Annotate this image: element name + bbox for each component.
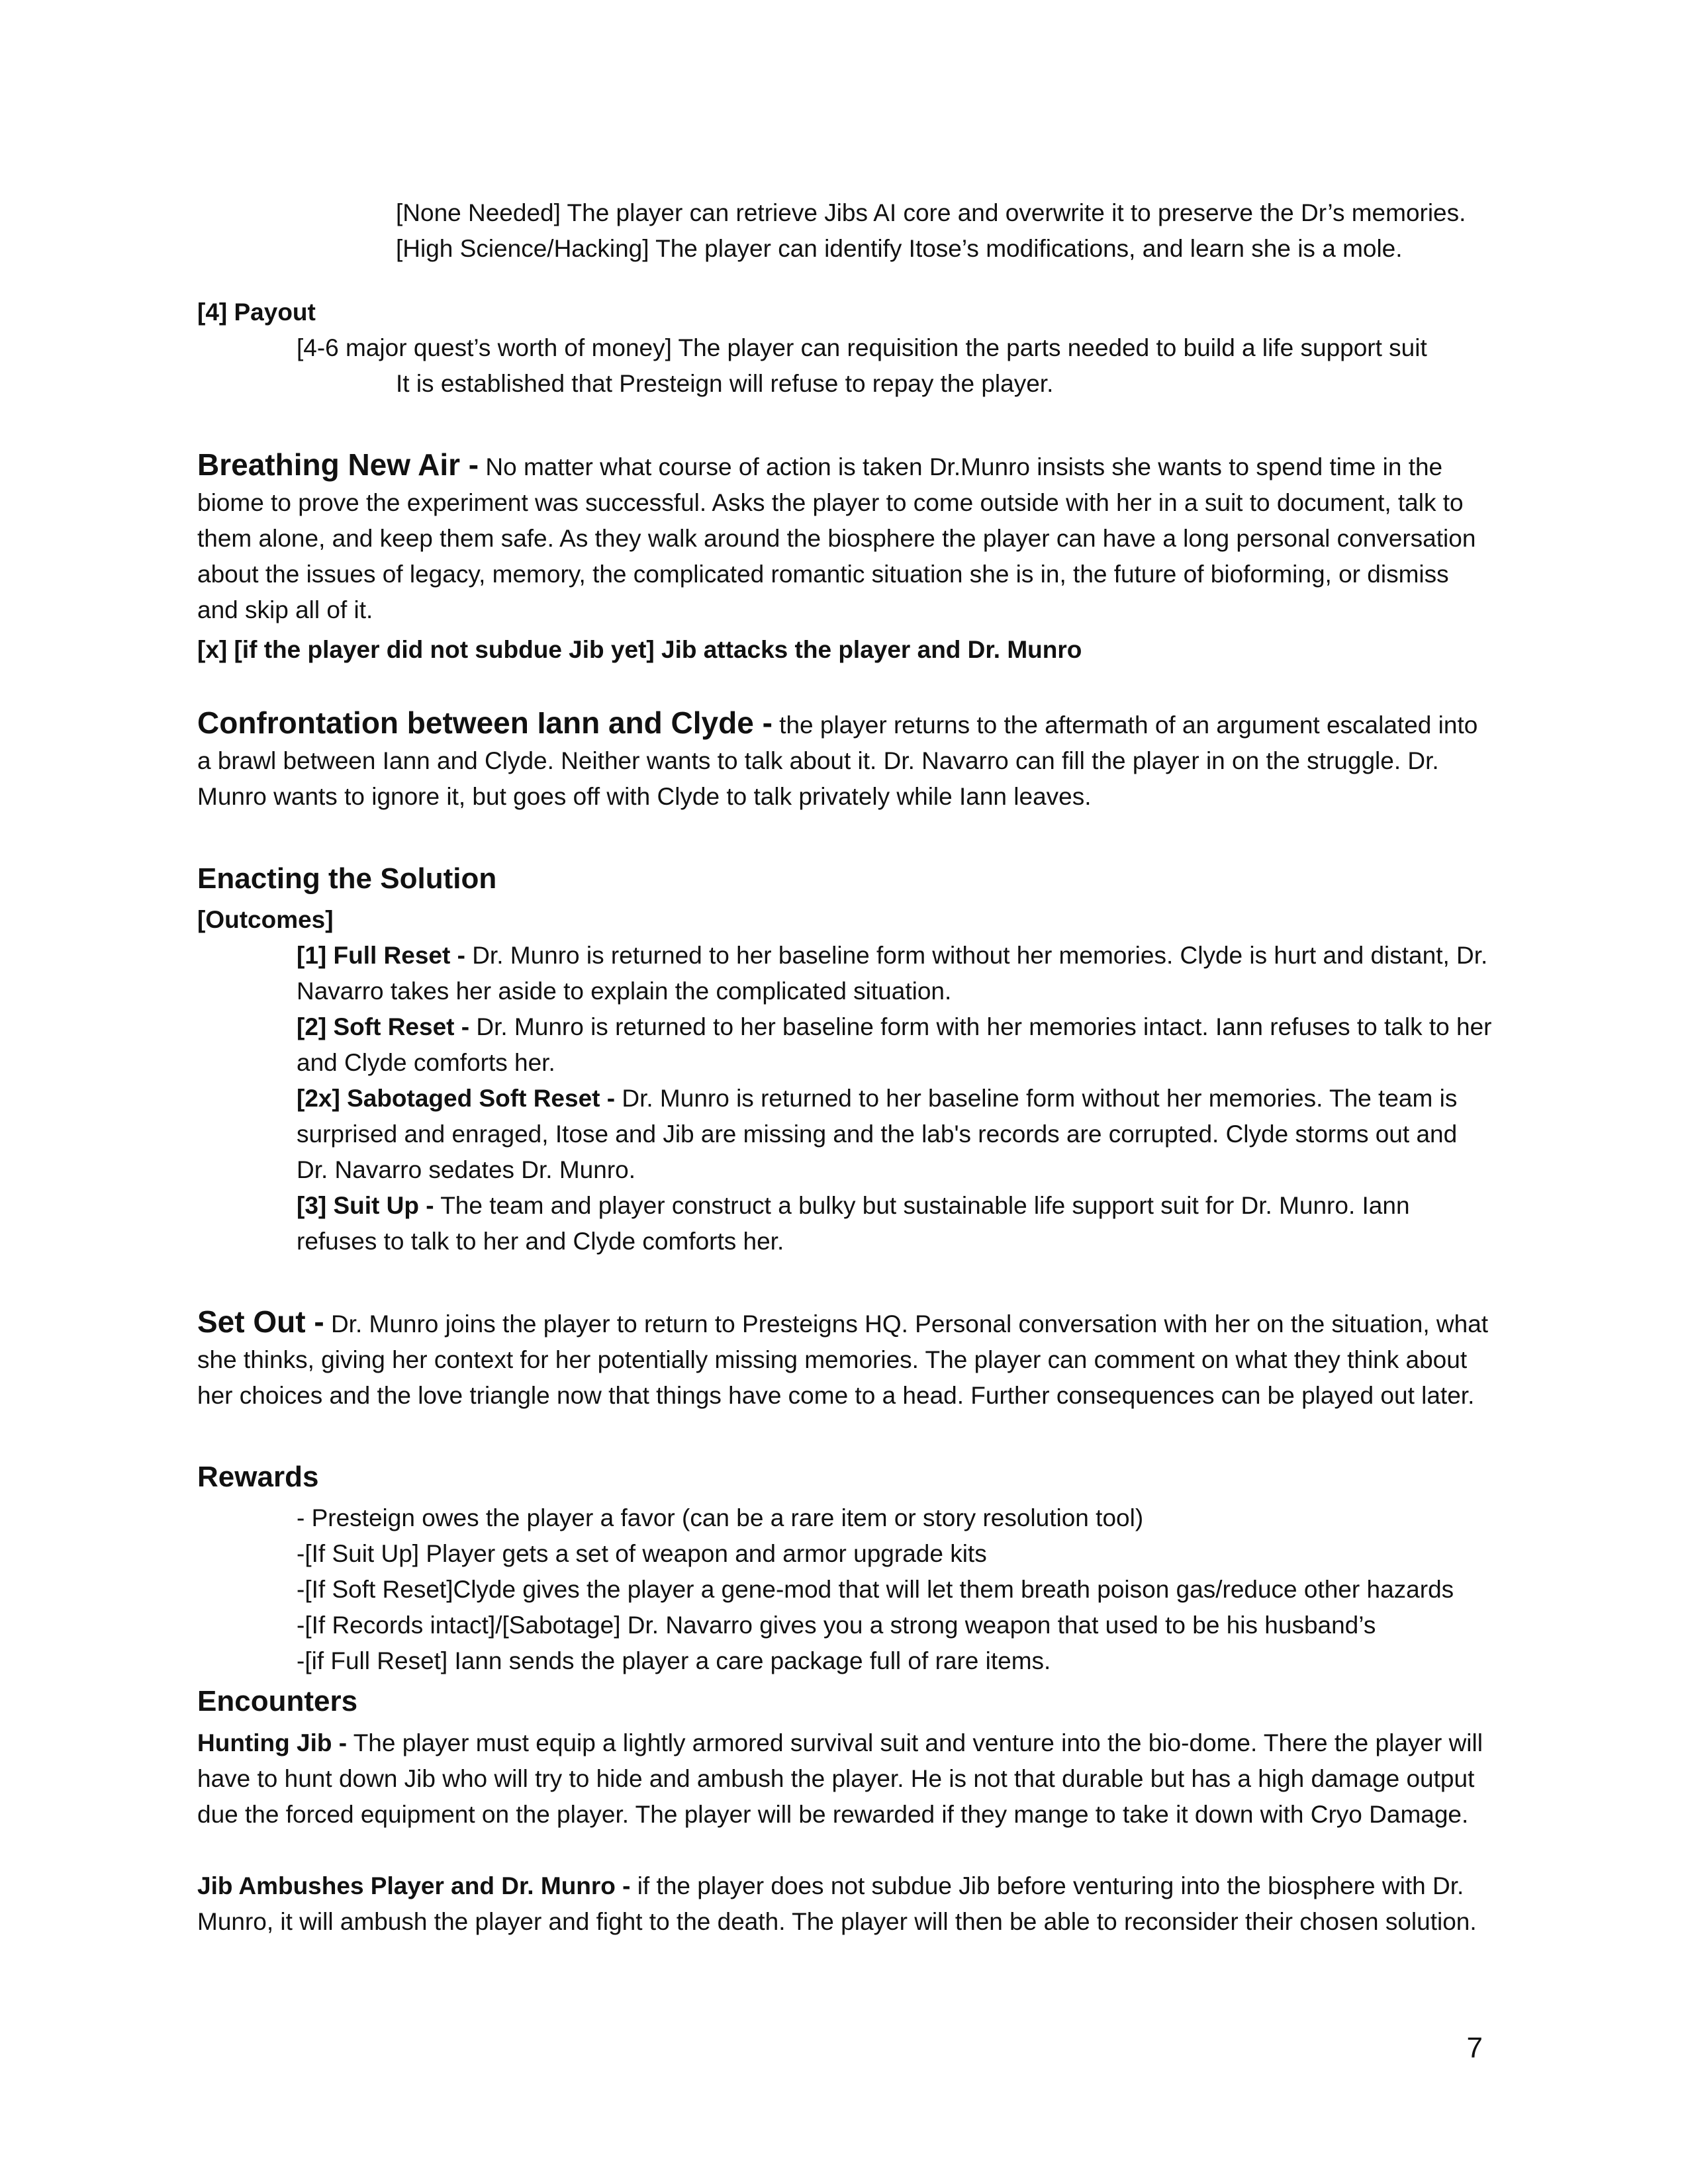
payout-line-1: [4-6 major quest’s worth of money] The player can requisition the parts needed to build a life support suit <box>297 334 1427 361</box>
outcome-label: [3] Suit Up - <box>297 1192 434 1219</box>
hunting-jib-text: The player must equip a lightly armored survival suit and venture into the bio-dome. There the player will have to hunt down Jib who will try to hide and ambush the player. He is not that durable but has a high damage output due the forced equipment on the player. The player will be rewarded if they mange to take it down with Cryo Damage. <box>197 1729 1483 1828</box>
outcome-sabotaged-soft-reset <box>297 1081 1495 1188</box>
outcome-label: [2] Soft Reset - <box>297 1013 470 1040</box>
encounters-title: Encounters <box>197 1685 358 1717</box>
set-out-paragraph <box>197 1304 1495 1414</box>
outcome-text: Dr. Munro is returned to her baseline form with her memories intact. Iann refuses to talk to her and Clyde comforts her. <box>297 1013 1492 1076</box>
reward-item: -[If Suit Up] Player gets a set of weapon and armor upgrade kits <box>297 1540 987 1567</box>
reward-item: - Presteign owes the player a favor (can be a rare item or story resolution tool) <box>297 1504 1144 1531</box>
jib-ambush-paragraph <box>197 1868 1495 1940</box>
hunting-jib-label: Hunting Jib - <box>197 1729 348 1756</box>
outcome-label: [1] Full Reset - <box>297 942 465 969</box>
confrontation-text: the player returns to the aftermath of an argument escalated into a brawl between Iann and Clyde. Neither wants to talk about it. Dr. Navarro can fill the player in on the struggle. Dr. Munro wants to ignore it, but goes off with Clyde to talk privately while Iann leaves. <box>197 711 1478 810</box>
outcome-soft-reset <box>297 1009 1495 1081</box>
option-none-needed: [None Needed] The player can retrieve Jibs AI core and overwrite it to preserve the Dr’s memories. <box>396 199 1466 226</box>
outcome-text: The team and player construct a bulky but sustainable life support suit for Dr. Munro. Iann refuses to talk to her and Clyde comforts her. <box>297 1192 1410 1255</box>
option-high-science: [High Science/Hacking] The player can identify Itose’s modifications, and learn she is a mole. <box>396 235 1403 262</box>
hunting-jib-paragraph <box>197 1725 1495 1833</box>
breathing-new-air-text: No matter what course of action is taken Dr.Munro insists she wants to spend time in the biome to prove the experiment was successful. Asks the player to come outside with her in a suit to document, talk to them alone, and keep them safe. As they walk around the biosphere the player can have a long personal conversation about the issues of legacy, memory, the complicated romantic situation she is in, the future of bioforming, or dismiss and skip all of it. <box>197 453 1476 623</box>
page-number: 7 <box>1466 2032 1483 2064</box>
outcome-full-reset <box>297 938 1495 1009</box>
jib-ambush-text: if the player does not subdue Jib before venturing into the biosphere with Dr. Munro, it will ambush the player and fight to the death. The player will then be able to reconsider their chosen solution. <box>197 1872 1477 1935</box>
outcomes-heading: [Outcomes] <box>197 906 334 933</box>
reward-item: -[If Soft Reset]Clyde gives the player a gene-mod that will let them breath poison gas/reduce other hazards <box>297 1576 1454 1603</box>
breathing-new-air-paragraph <box>197 447 1495 628</box>
outcome-text: Dr. Munro is returned to her baseline form without her memories. The team is surprised and enraged, Itose and Jib are missing and the lab's records are corrupted. Clyde storms out and Dr. Navarro sedates Dr. Munro. <box>297 1085 1458 1183</box>
rewards-title: Rewards <box>197 1461 319 1493</box>
outcome-label: [2x] Sabotaged Soft Reset - <box>297 1085 616 1112</box>
outcome-text: Dr. Munro is returned to her baseline form without her memories. Clyde is hurt and distant, Dr. Navarro takes her aside to explain the complicated situation. <box>297 942 1488 1005</box>
reward-item: -[if Full Reset] Iann sends the player a care package full of rare items. <box>297 1647 1051 1674</box>
confrontation-title: Confrontation between Iann and Clyde - <box>197 705 773 740</box>
set-out-title: Set Out - <box>197 1304 324 1339</box>
enacting-title: Enacting the Solution <box>197 862 497 895</box>
outcome-suit-up <box>297 1188 1495 1259</box>
jib-ambush-label: Jib Ambushes Player and Dr. Munro - <box>197 1872 631 1899</box>
reward-item: -[If Records intact]/[Sabotage] Dr. Navarro gives you a strong weapon that used to be his husband’s <box>297 1612 1376 1639</box>
outcomes-list <box>297 938 1495 1259</box>
breathing-note: [x] [if the player did not subdue Jib yet] Jib attacks the player and Dr. Munro <box>197 636 1082 663</box>
payout-heading: [4] Payout <box>197 298 316 326</box>
confrontation-paragraph <box>197 705 1495 815</box>
payout-line-2: It is established that Presteign will refuse to repay the player. <box>396 370 1054 397</box>
set-out-text: Dr. Munro joins the player to return to Presteigns HQ. Personal conversation with her on the situation, what she thinks, giving her context for her potentially missing memories. The player can comment on what they think about her choices and the love triangle now that things have come to a head. Further consequences can be played out later. <box>197 1310 1489 1409</box>
breathing-new-air-title: Breathing New Air - <box>197 447 479 482</box>
rewards-list <box>297 1500 1495 1679</box>
